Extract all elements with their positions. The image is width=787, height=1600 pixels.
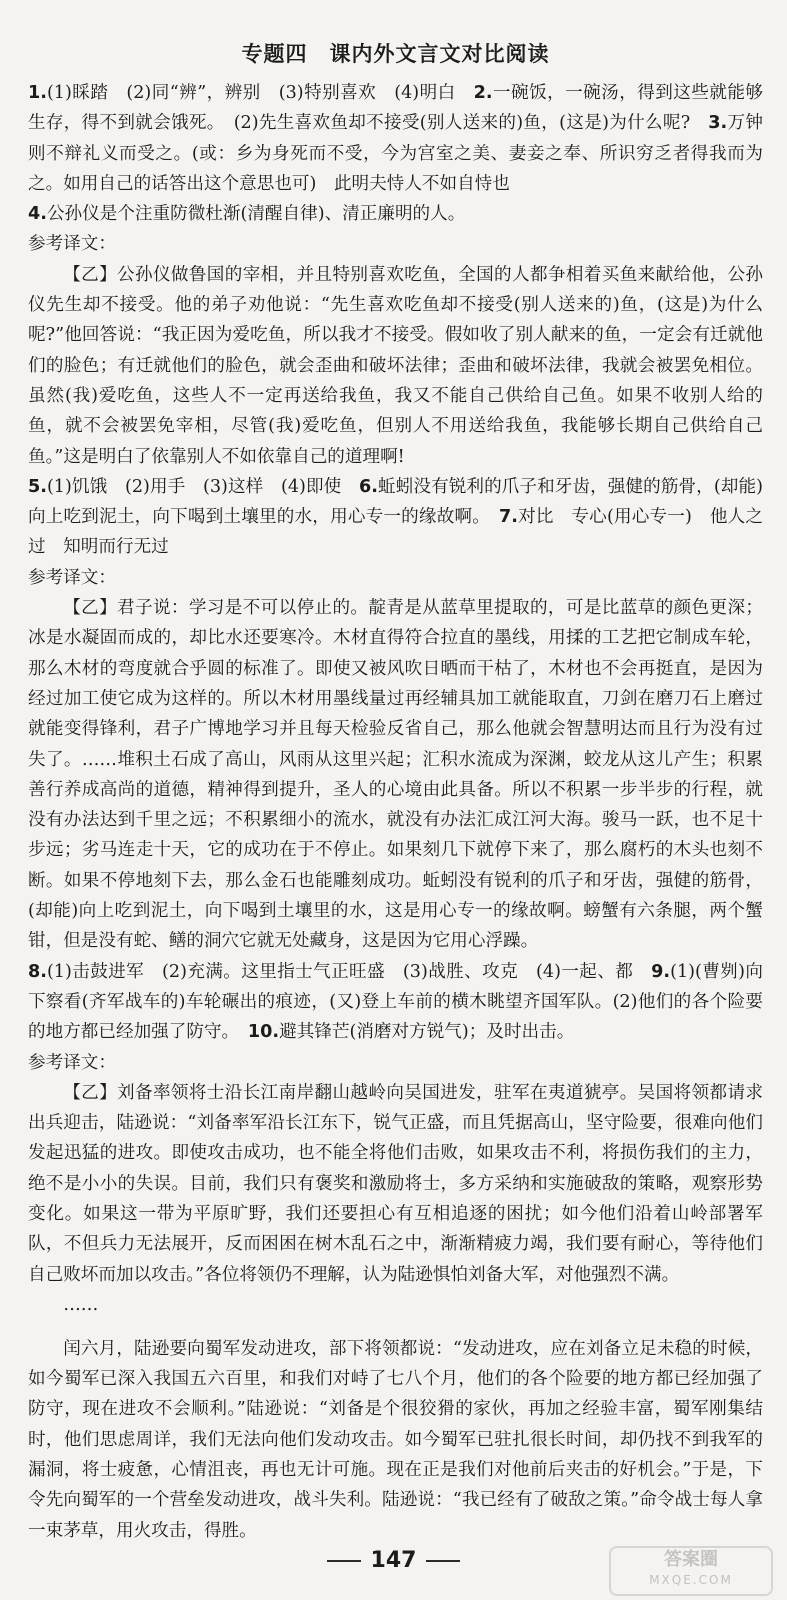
answer-number: 8. bbox=[28, 961, 47, 982]
translation-paragraph: 【乙】刘备率领将士沿长江南岸翻山越岭向吴国进发，驻军在夷道猇亭。吴国将领都请求出兵迎击，陆逊说：“刘备率军沿长江东下，锐气正盛，而且凭据高山，坚守险要，很难向他们发起迅猛的进攻。即使攻击成功，也不能全将他们击败，如果攻击不利，将损伤我们的主力，绝不是小小的失误。目前，我们只有褒奖和激励将士，多方采纳和实施破敌的策略，观察形势变化。如果这一带为平原旷野，我们还要担心有互相追逐的困扰；如今他们沿着山岭部署军队，不但兵力无法展开，反而困困在树木乱石之中，渐渐精疲力竭，我们要有耐心，等待他们自己败坏而加以攻击。”各位将领仍不理解，认为陆逊惧怕刘备大军，对他强烈不满。 bbox=[28, 1082, 763, 1285]
watermark-top: 答案圈 bbox=[664, 1549, 718, 1570]
answer-text: 万钟则不辩礼义而受之。(或：乡为身死而不受，今为宫室之美、妻妾之奉、所识穷乏者得我而为之。如用自己的话答出这个意思也可) 此明夫恃人不如自恃也 bbox=[28, 113, 763, 194]
answer-number: 9. bbox=[651, 961, 671, 982]
answer-number: 3. bbox=[708, 113, 728, 134]
answer-text: (1)睬踏 (2)同“辨”，辨别 (3)特别喜欢 (4)明白 bbox=[46, 83, 474, 103]
answer-text: (1)(曹刿)向下察看(齐军战车的)车轮碾出的痕迹，(又)登上车前的横木眺望齐国军队。(2)他们的各个险要的地方都已经加强了防守。 bbox=[28, 961, 763, 1043]
answer-number: 10. bbox=[247, 1022, 280, 1043]
page-number-dash bbox=[426, 1560, 460, 1562]
answers-1-3 bbox=[28, 78, 763, 199]
answer-number: 1. bbox=[28, 83, 47, 103]
answer-number: 7. bbox=[498, 507, 518, 528]
answers-8-10 bbox=[28, 957, 763, 1048]
translation-paragraph: 【乙】公孙仪做鲁国的宰相，并且特别喜欢吃鱼，全国的人都争相着买鱼来献给他，公孙仪先生却不接受。他的弟子劝他说：“先生喜欢吃鱼却不接受(别人送来的)鱼，(这是)为什么呢?”他回答说：“我正因为爱吃鱼，所以我才不接受。假如收了别人献来的鱼，一定会有迁就他们的脸色；有迁就他们的脸色，就会歪曲和破坏法律；歪曲和破坏法律，我就会被罢免相位。虽然(我)爱吃鱼，这些人不一定再送给我鱼，我又不能自己供给自己鱼。如果不收别人给的鱼，就不会被罢免宰相，尽管(我)爱吃鱼，但别人不用送给我鱼，我能够长期自己供给自己鱼。”这是明白了依靠别人不如依靠自己的道理啊! bbox=[28, 264, 763, 467]
answer-text: 公孙仪是个注重防微杜渐(清醒自律)、清正廉明的人。 bbox=[46, 204, 466, 225]
answer-number: 6. bbox=[359, 476, 378, 497]
translation-label: 参考译文： bbox=[28, 234, 116, 255]
answer-number: 5. bbox=[28, 476, 47, 497]
watermark-logo bbox=[609, 1546, 773, 1596]
answer-text: (1)饥饿 (2)用手 (3)这样 (4)即使 bbox=[46, 476, 360, 497]
answer-text: 对比 专心(用心专一) 他人之过 知明而行无过 bbox=[28, 507, 764, 558]
ellipsis: …… bbox=[63, 1294, 99, 1315]
translation-label: 参考译文： bbox=[28, 567, 116, 588]
watermark-bottom: MXQE.COM bbox=[649, 1573, 733, 1587]
page-number-dash bbox=[327, 1560, 361, 1562]
translation-label: 参考译文： bbox=[28, 1052, 116, 1073]
answer-number: 4. bbox=[28, 204, 47, 225]
translation-paragraph: 【乙】君子说：学习是不可以停止的。靛青是从蓝草里提取的，可是比蓝草的颜色更深；冰是水凝固而成的，却比水还要寒冷。木材直得符合拉直的墨线，用揉的工艺把它制成车轮，那么木材的弯度就合乎圆的标准了。即使又被风吹日晒而干枯了，木材也不会再挺直，是因为经过加工使它成为这样的。所以木材用墨线量过再经辅具加工就能取直，刀剑在磨刀石上磨过就能变得锋利，君子广博地学习并且每天检验反省自己，那么他就会智慧明达而且行为没有过失了。……堆积土石成了高山，风雨从这里兴起；汇积水流成为深渊，蛟龙从这儿产生；积累善行养成高尚的道德，精神得到提升，圣人的心境由此具备。所以不积累一步半步的行程，就没有办法达到千里之远；不积累细小的流水，就没有办法汇成江河大海。骏马一跃，也不足十步远；劣马连走十天，它的成功在于不停止。如果刻几下就停下来了，那么腐朽的木头也刻不断。如果不停地刻下去，那么金石也能雕刻成功。蚯蚓没有锐利的爪子和牙齿，强健的筋骨，(却能)向上吃到泥土，向下喝到土壤里的水，这是用心专一的缘故啊。螃蟹有六条腿，两个蟹钳，但是没有蛇、鳝的洞穴它就无处藏身，这是因为它用心浮躁。 bbox=[28, 598, 763, 952]
answer-number: 2. bbox=[473, 83, 493, 103]
answer-text: 一碗饭，一碗汤，得到这些就能够生存，得不到就会饿死。 (2)先生喜欢鱼却不接受(别人送来的)鱼，(这是)为什么呢? bbox=[28, 83, 763, 134]
answer-text: 蚯蚓没有锐利的爪子和牙齿，强健的筋骨，(却能)向上吃到泥土，向下喝到土壤里的水，用心专一的缘故啊。 bbox=[28, 476, 763, 528]
page-number-text: 147 bbox=[370, 1548, 417, 1573]
translation-paragraph: 闰六月，陆逊要向蜀军发动进攻，部下将领都说：“发动进攻，应在刘备立足未稳的时候，如今蜀军已深入我国五六百里，和我们对峙了七八个月，他们的各个险要的地方都已经加强了防守，现在进攻不会顺利。”陆逊说：“刘备是个很狡猾的家伙，再加之经验丰富，蜀军刚集结时，他们思虑周详，我们无法向他们发动攻击。如今蜀军已驻扎很长时间，却仍找不到我军的漏洞，将士疲惫，心情沮丧，再也无计可施。现在正是我们对他前后夹击的好机会。”于是，下令先向蜀军的一个营垒发动进攻，战斗失利。陆逊说：“我已经有了破敌之策。”命令战士每人拿一束茅草，用火攻击，得胜。 bbox=[28, 1338, 763, 1541]
answer-4 bbox=[28, 199, 763, 229]
answers-5-7 bbox=[28, 472, 763, 563]
page-title: 专题四 课内外文言文对比阅读 bbox=[241, 42, 550, 66]
answer-text: (1)击鼓进军 (2)充满。这里指士气正旺盛 (3)战胜、攻克 (4)一起、都 bbox=[46, 961, 652, 982]
answer-text: 避其锋芒(消磨对方锐气)；及时出击。 bbox=[279, 1022, 575, 1043]
